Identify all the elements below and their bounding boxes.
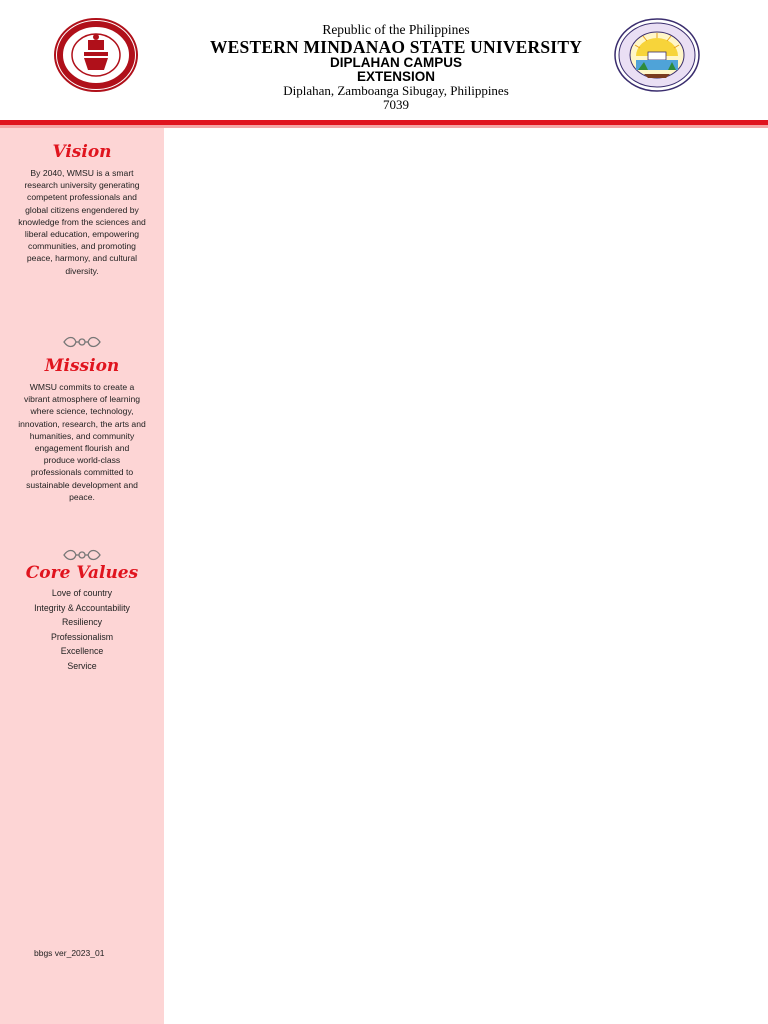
vision-title: Vision xyxy=(52,142,112,162)
ornament-divider-icon xyxy=(0,335,164,353)
zip-code: 7039 xyxy=(383,97,409,112)
version-label: bbgs ver_2023_01 xyxy=(34,948,105,958)
mission-title: Mission xyxy=(44,356,120,376)
letterhead-text xyxy=(170,22,622,111)
core-values-title: Core Values xyxy=(25,563,139,583)
university-name: WESTERN MINDANAO STATE UNIVERSITY xyxy=(209,37,583,57)
core-values-list xyxy=(0,586,164,673)
list-item: Excellence xyxy=(60,646,104,656)
letterhead xyxy=(0,0,768,120)
list-item: Resiliency xyxy=(61,617,103,627)
wmsu-seal-icon xyxy=(54,18,138,92)
campus-name: DIPLAHAN CAMPUS xyxy=(329,55,462,70)
republic-line: Republic of the Philippines xyxy=(322,22,470,37)
list-item: Integrity & Accountability xyxy=(34,602,130,613)
mission-text: WMSU commits to create a vibrant atmosphere of learning where science, technology, innovation, research, the arts and humanities, and community engagement flourish and produce world-class professionals committed to sustainable development and peace. xyxy=(18,382,146,502)
extension-label: EXTENSION xyxy=(356,69,435,84)
list-item: Professionalism xyxy=(50,631,114,642)
list-item: Service xyxy=(67,660,97,671)
vision-text: By 2040, WMSU is a smart research university generating competent professionals and global citizens engendered by knowledge from the sciences and liberal education, empowering communities, and promoting peace, harmony, and cultural diversity. xyxy=(18,168,146,276)
address-line: Diplahan, Zamboanga Sibugay, Philippines xyxy=(283,83,509,98)
list-item: Love of country xyxy=(51,588,113,598)
external-studies-seal-icon xyxy=(614,18,700,92)
